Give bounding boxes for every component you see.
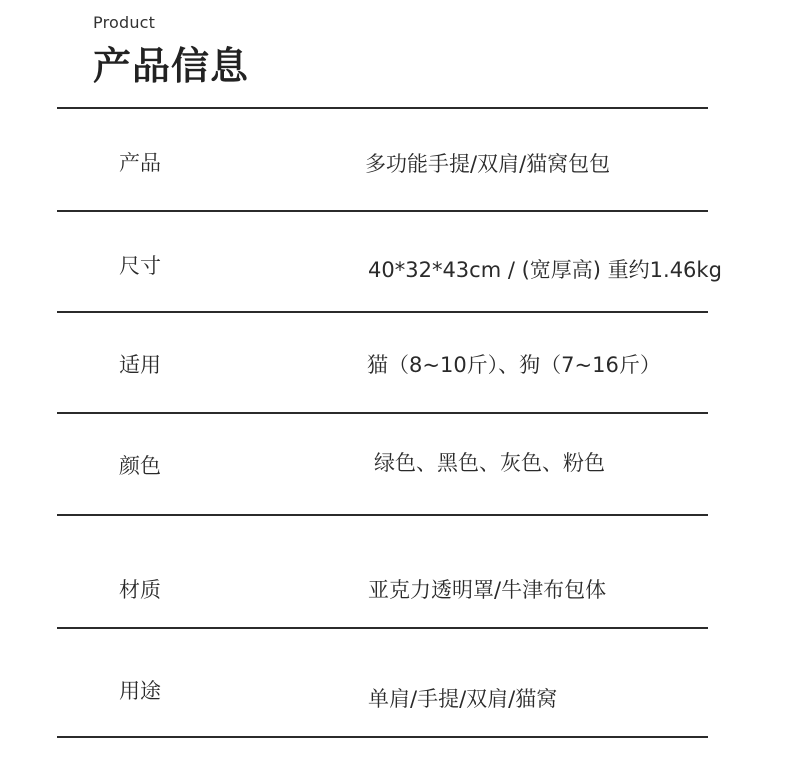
divider bbox=[57, 514, 708, 516]
spec-value: 亚克力透明罩/牛津布包体 bbox=[368, 578, 607, 602]
spec-label: 适用 bbox=[119, 353, 161, 377]
divider bbox=[57, 627, 708, 629]
spec-label: 颜色 bbox=[119, 454, 161, 478]
spec-label: 产品 bbox=[119, 151, 161, 175]
spec-label: 用途 bbox=[119, 679, 161, 703]
spec-value: 绿色、黑色、灰色、粉色 bbox=[374, 451, 605, 475]
section-eyebrow: Product bbox=[93, 13, 156, 32]
spec-label: 材质 bbox=[119, 578, 161, 602]
spec-value: 猫（8~10斤）、狗（7~16斤） bbox=[367, 353, 661, 377]
divider bbox=[57, 736, 708, 738]
divider bbox=[57, 210, 708, 212]
divider bbox=[57, 107, 708, 109]
spec-value: 40*32*43cm / (宽厚高) 重约1.46kg bbox=[368, 258, 722, 282]
divider bbox=[57, 412, 708, 414]
page-title: 产品信息 bbox=[93, 44, 250, 88]
spec-label: 尺寸 bbox=[119, 254, 161, 278]
spec-value: 多功能手提/双肩/猫窝包包 bbox=[365, 152, 611, 176]
divider bbox=[57, 311, 708, 313]
spec-value: 单肩/手提/双肩/猫窝 bbox=[368, 687, 558, 711]
